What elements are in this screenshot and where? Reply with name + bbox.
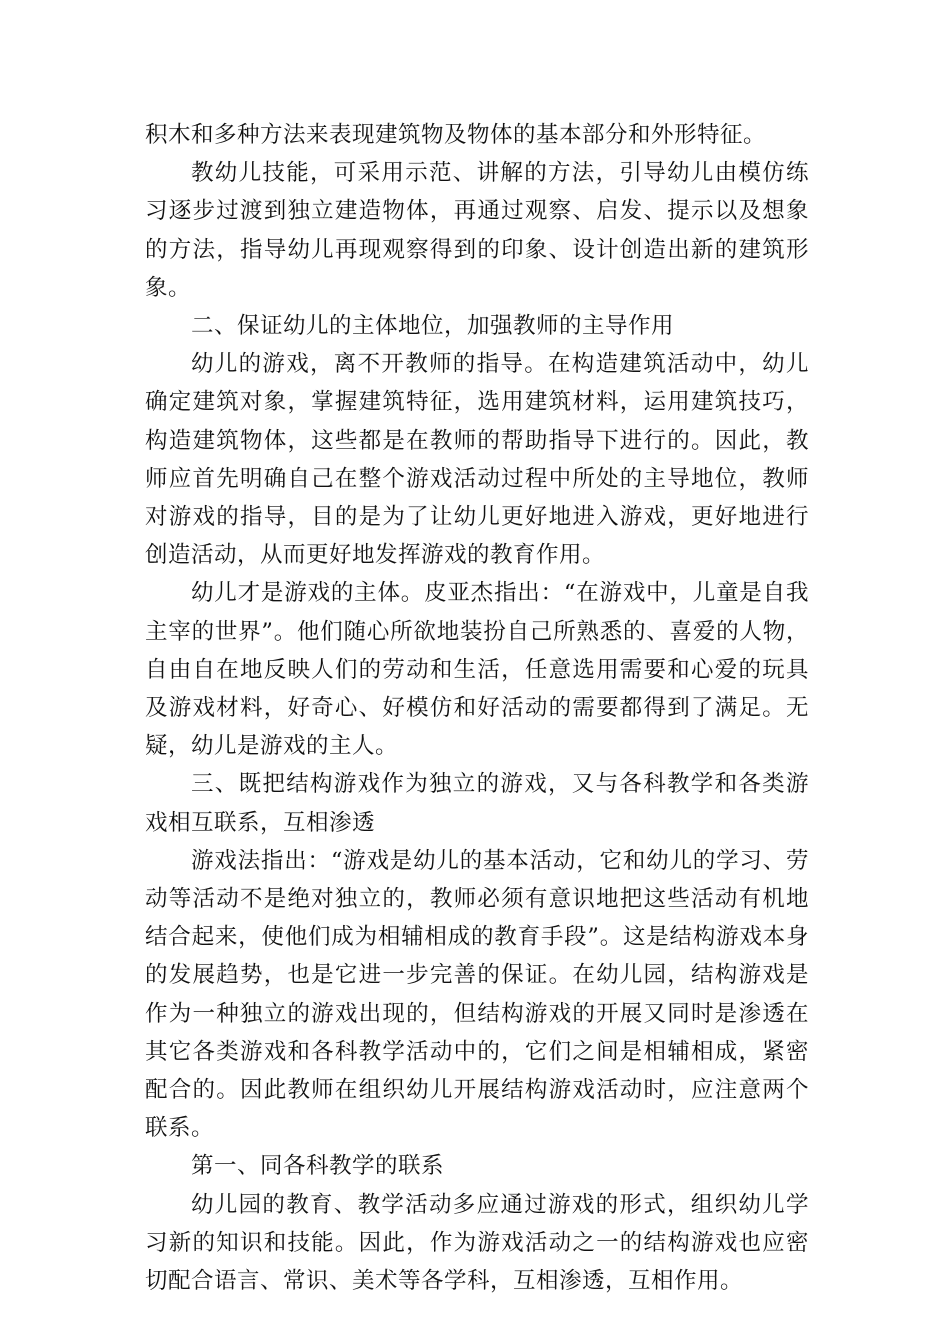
paragraph-game-method: 游戏法指出：“游戏是幼儿的基本活动，它和幼儿的学习、劳动等活动不是绝对独立的，教师必须有意识地把这些活动有机地结合起来，使他们成为相辅相成的教育手段”。这是结构游戏本身的发展趋势，也是它进一步完善的保证。在幼儿园，结构游戏是作为一种独立的游戏出现的，但结构游戏的开展又同时是渗透在其它各类游戏和各科教学活动中的，它们之间是相辅相成，紧密配合的。因此教师在组织幼儿开展结构游戏活动时，应注意两个联系。 (145, 847, 809, 1142)
section-heading-three: 三、既把结构游戏作为独立的游戏，又与各科教学和各类游戏相互联系，互相渗透 (145, 771, 809, 836)
document-body (145, 116, 809, 1300)
paragraph-child-subject: 幼儿才是游戏的主体。皮亚杰指出：“在游戏中，儿童是自我主宰的世界”。他们随心所欲地装扮自己所熟悉的、喜爱的人物，自由自在地反映人们的劳动和生活，任意选用需要和心爱的玩具及游戏材料，好奇心、好模仿和好活动的需要都得到了满足。无疑，幼儿是游戏的主人。 (145, 580, 809, 760)
paragraph-subject-integration: 幼儿园的教育、教学活动多应通过游戏的形式，组织幼儿学习新的知识和技能。因此，作为游戏活动之一的结构游戏也应密切配合语言、常识、美术等各学科，互相渗透，互相作用。 (145, 1191, 809, 1295)
paragraph-teaching-skills: 教幼儿技能，可采用示范、讲解的方法，引导幼儿由模仿练习逐步过渡到独立建造物体，再通过观察、启发、提示以及想象的方法，指导幼儿再现观察得到的印象、设计创造出新的建筑形象。 (145, 160, 809, 301)
section-heading-two: 二、保证幼儿的主体地位，加强教师的主导作用 (191, 313, 675, 340)
paragraph-continuation: 积木和多种方法来表现建筑物及物体的基本部分和外形特征。 (145, 122, 767, 148)
paragraph-teacher-guidance: 幼儿的游戏，离不开教师的指导。在构造建筑活动中，幼儿确定建筑对象，掌握建筑特征，选用建筑材料，运用建筑技巧，构造建筑物体，这些都是在教师的帮助指导下进行的。因此，教师应首先明确自己在整个游戏活动过程中所处的主导地位，教师对游戏的指导，目的是为了让幼儿更好地进入游戏，更好地进行创造活动，从而更好地发挥游戏的教育作用。 (145, 351, 809, 569)
subsection-heading-first: 第一、同各科教学的联系 (191, 1153, 445, 1180)
